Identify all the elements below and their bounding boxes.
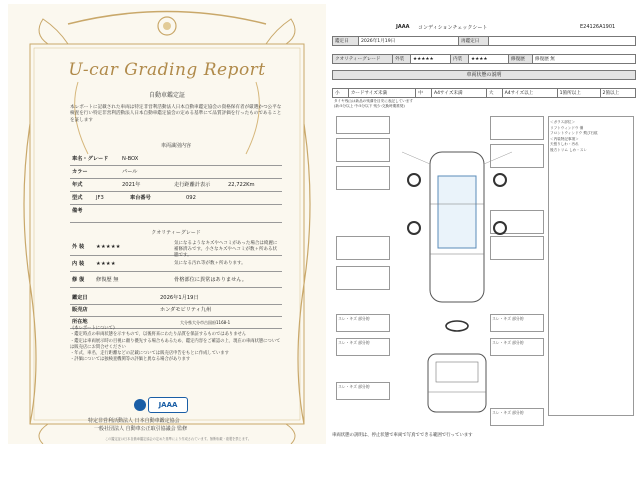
model-value: JF3 xyxy=(96,195,104,201)
mileage-value: 22,722Km xyxy=(228,182,255,188)
damage-block: スレ・キズ 部分的 xyxy=(336,314,390,332)
model-label: 型式 xyxy=(72,195,83,201)
year-value: 2021年 xyxy=(122,182,141,188)
damage-block xyxy=(336,138,390,162)
damage-block: スレ・キズ 部分的 xyxy=(490,314,544,332)
certificate-title: U-car Grading Report xyxy=(68,60,266,80)
repair-note: 骨格部位に異常はありません。 xyxy=(174,277,247,283)
address-value: 大分県大分市古国府1168-1 xyxy=(180,320,231,325)
legend-small: 小 xyxy=(333,89,349,98)
damage-block xyxy=(490,116,544,140)
exterior-stars: ★★★★★ xyxy=(96,244,121,250)
address-label: 所在地 xyxy=(72,319,88,325)
repair-value: 修復歴 無 xyxy=(533,55,636,64)
desc-line: 後方トリム しわ・スレ xyxy=(550,147,588,152)
name-value: N-BOX xyxy=(122,156,139,162)
interior-note: 気になる汚れ等が数ヶ所あります。 xyxy=(174,261,246,266)
interior-stars: ★★★★ xyxy=(96,261,116,267)
damage-block xyxy=(336,266,390,290)
desc-line: ＜ガラス部位＞ xyxy=(550,120,576,124)
legend-note: タイヤ残山は新品の残溝を目安に表記しています xyxy=(334,99,413,103)
certificate-subtitle: 自動車鑑定証 xyxy=(148,92,185,99)
damage-block xyxy=(336,116,390,134)
note-item: ・評価については独検査機関等の評価と異なる場合があります xyxy=(70,357,191,363)
note-item: ・鑑定は車両展示時の目視に頼り優先する場合もあるため、鑑定内容をご確認の上、現在の車両状態については販売店にお問合せください xyxy=(70,338,281,350)
note-item: ・鑑定時点の車両状態を示すもので、以後将来にわたり品質を保証するものではありません xyxy=(70,332,247,338)
car-diagram xyxy=(402,144,512,419)
sheet-bottom-note: 車両状態の説明は、停止状態で車両で写真でできる範囲で行っています xyxy=(332,433,473,438)
date-label: 鑑定日 xyxy=(333,37,359,46)
row-year xyxy=(70,179,282,192)
damage-block: スレ・キズ 部分的 xyxy=(490,408,544,426)
interior-label: 内 装 xyxy=(72,261,85,267)
remarks-label: 備考 xyxy=(72,208,83,214)
exterior-note: 気になるようなキズやヘコミがあった場合は綺麗に補修済みです。小さなキズやヘコミが数ヶ所ある状態です。 xyxy=(174,241,278,258)
recheck-value xyxy=(489,37,636,46)
name-label: 車名・グレード xyxy=(72,156,109,162)
repair-label: 修復歴 xyxy=(509,55,533,64)
grade-label: クオリティーグレード xyxy=(333,55,393,64)
note-item: ・年式、車名、走行距離などの記載については販売店申告をもとに作成しています xyxy=(70,351,229,357)
notes-panel xyxy=(548,116,634,416)
shop-value: ホンダモビリティ九州 xyxy=(160,307,212,313)
legend-count1: 1箇所以上 xyxy=(557,89,600,98)
recheck-label: 再鑑定日 xyxy=(459,37,489,46)
row-name xyxy=(70,153,282,166)
legend-large: 大 xyxy=(486,89,502,98)
repair-label: 修 復 xyxy=(72,277,85,283)
report-notes xyxy=(70,326,282,364)
sheet-title: コンディションチェックシート xyxy=(418,25,488,31)
certificate-intro: 本レポートに記載された車両は特定非営利活動法人日本自動車鑑定協会の資格保有者が厳選かつ公平な検査を行い特定非営利活動法人日本自動車鑑定協会の定める基準にて品質評価を行ったものであることを証します xyxy=(70,105,282,123)
org-primary: 特定非営利活動法人 日本自動車鑑定協会 xyxy=(88,418,180,424)
repair-value: 修復歴 無 xyxy=(96,277,119,283)
quality-section-title: クオリティーグレード xyxy=(151,230,201,236)
desc-line: リフトウィンドウ 傷 xyxy=(550,125,584,130)
grade-table xyxy=(332,54,636,64)
desc-line: 天張りしわ・汚れ xyxy=(550,142,579,146)
org-secondary: 一般社団法人 自動車公正取引協議会 監修 xyxy=(94,426,188,432)
header-table xyxy=(332,36,636,46)
sheet-code: E24126A1901 xyxy=(580,24,616,30)
desc-line: フロントウィンドウ 飛び石痕 xyxy=(550,131,598,135)
grading-certificate xyxy=(8,4,326,444)
section-title: 車両状態の説明 xyxy=(332,70,636,80)
chassis-value: 092 xyxy=(186,195,196,201)
shop-label: 販売店 xyxy=(72,307,88,313)
condition-check-sheet xyxy=(330,4,636,476)
int-label: 内装 xyxy=(451,55,469,64)
ext-label: 外装 xyxy=(393,55,411,64)
row-remarks xyxy=(70,205,282,223)
certificate-footer: この鑑定証は日本自動車鑑定協会の定めた基準により作成されています。無断転載・複製を禁じます。 xyxy=(104,437,252,441)
exterior-label: 外 装 xyxy=(72,244,85,250)
row-color xyxy=(70,166,282,179)
year-label: 年式 xyxy=(72,182,83,188)
color-label: カラー xyxy=(72,169,88,175)
legend-table xyxy=(332,88,636,98)
appraisal-date-value: 2026年1月19日 xyxy=(160,295,199,301)
legend-large-desc: A4サイズ以上 xyxy=(502,89,557,98)
jaaa-logo-icon xyxy=(134,399,146,411)
jaaa-badge: JAAA xyxy=(148,397,188,413)
damage-block: スレ・キズ 部分的 xyxy=(490,338,544,356)
legend-note2: (新:5分以上 中:5分以下 残少:交換時期推奨) xyxy=(334,104,405,108)
legend-small-desc: カードサイズ未満 xyxy=(348,89,416,98)
damage-block xyxy=(336,236,390,260)
date-value: 2026年1月19日 xyxy=(359,37,459,46)
color-value: パール xyxy=(122,169,138,175)
mileage-label: 走行距離計表示 xyxy=(174,182,211,188)
desc-line: ＜内装特記事項＞ xyxy=(550,136,579,141)
row-model xyxy=(70,192,282,205)
legend-mid-desc: A4サイズ未満 xyxy=(431,89,486,98)
chassis-label: 車台番号 xyxy=(130,195,151,201)
damage-block: スレ・キズ 部分的 xyxy=(336,382,390,400)
legend-count2: 2箇以上 xyxy=(600,89,635,98)
damage-block: スレ・キズ 部分的 xyxy=(336,338,390,356)
row-repair xyxy=(70,272,282,288)
ext-stars: ★★★★★ xyxy=(411,55,451,64)
appraisal-date-label: 鑑定日 xyxy=(72,295,88,301)
legend-mid: 中 xyxy=(416,89,432,98)
sheet-brand: JAAA xyxy=(396,24,410,30)
vehicle-section-title: 車両識別内容 xyxy=(160,143,191,149)
int-stars: ★★★★ xyxy=(469,55,509,64)
notes-title: 《本レポートについて》 xyxy=(70,326,118,331)
damage-block xyxy=(336,166,390,190)
